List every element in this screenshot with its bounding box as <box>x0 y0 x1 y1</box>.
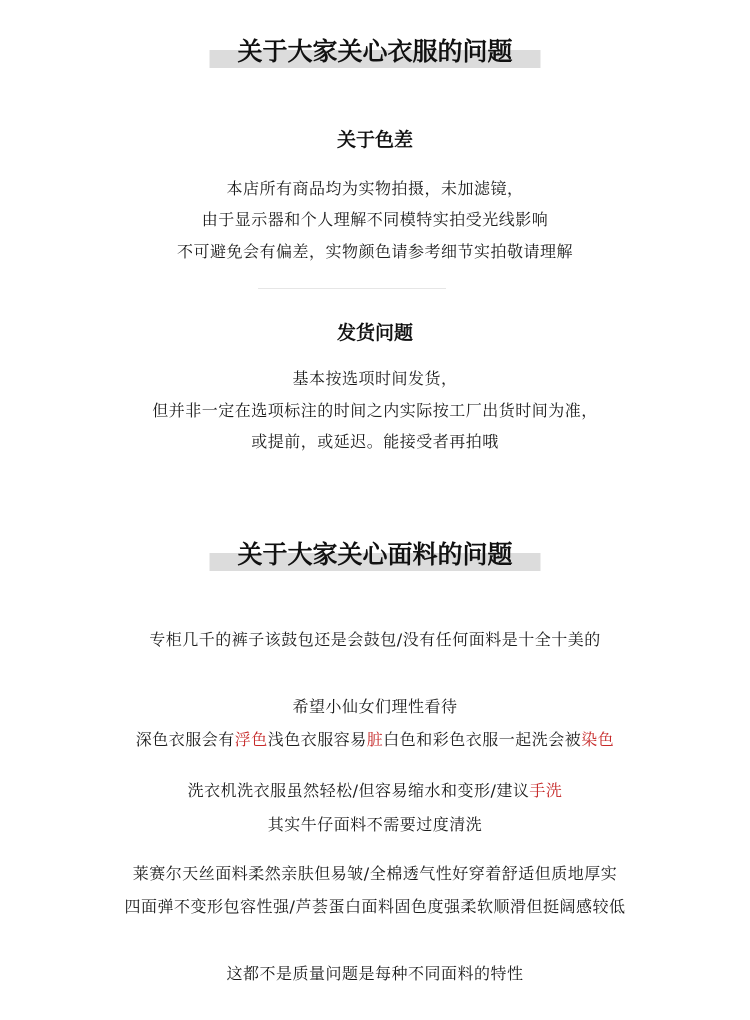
clothes-section-title <box>209 34 540 70</box>
fabric-line-8: 这都不是质量问题是每种不同面料的特性 <box>226 964 524 983</box>
section-divider <box>258 288 446 289</box>
fabric-line-3 <box>0 727 750 750</box>
fabric-line-1: 专柜几千的裤子该鼓包还是会鼓包/没有任何面料是十全十美的 <box>149 630 601 649</box>
shipping-line-1: 基本按选项时间发货， <box>292 369 458 388</box>
fabric-line-4-part-a: 洗衣机洗衣服虽然轻松/但容易缩水和变形/建议 <box>187 781 530 800</box>
shipping-line-3: 或提前，或延迟。能接受者再拍哦 <box>251 432 499 451</box>
color-diff-line-1: 本店所有商品均为实物拍摄，未加滤镜， <box>226 179 524 198</box>
fabric-line-6: 莱赛尔天丝面料柔然亲肤但易皱/全棉透气性好穿着舒适但质地厚实 <box>132 864 618 883</box>
shipping-title: 发货问题 <box>336 322 413 344</box>
color-diff-line-2: 由于显示器和个人理解不同模特实拍受光线影响 <box>201 210 549 229</box>
color-diff-title: 关于色差 <box>336 129 413 151</box>
highlight-hand-wash: 手洗 <box>529 781 563 800</box>
highlight-dirty: 脏 <box>366 730 384 749</box>
fabric-line-7: 四面弹不变形包容性强/芦荟蛋白面料固色度强柔软顺滑但挺阔感较低 <box>124 897 626 916</box>
fabric-line-3-part-c: 浅色衣服容易 <box>267 730 367 749</box>
highlight-float-color: 浮色 <box>234 730 268 749</box>
fabric-section-title <box>209 537 540 573</box>
highlight-dyed: 染色 <box>581 730 615 749</box>
fabric-line-3-part-a: 深色衣服会有 <box>135 730 235 749</box>
clothes-section-title-text: 关于大家关心衣服的问题 <box>237 37 513 66</box>
fabric-line-3-part-e: 白色和彩色衣服一起洗会被 <box>383 730 582 749</box>
fabric-section-title-text: 关于大家关心面料的问题 <box>237 540 513 569</box>
shipping-line-2: 但并非一定在选项标注的时间之内实际按工厂出货时间为准， <box>152 401 598 420</box>
color-diff-line-3: 不可避免会有偏差，实物颜色请参考细节实拍敬请理解 <box>176 242 573 261</box>
fabric-line-4 <box>0 778 750 801</box>
fabric-line-2: 希望小仙女们理性看待 <box>292 697 458 716</box>
fabric-line-5: 其实牛仔面料不需要过度清洗 <box>267 815 483 834</box>
